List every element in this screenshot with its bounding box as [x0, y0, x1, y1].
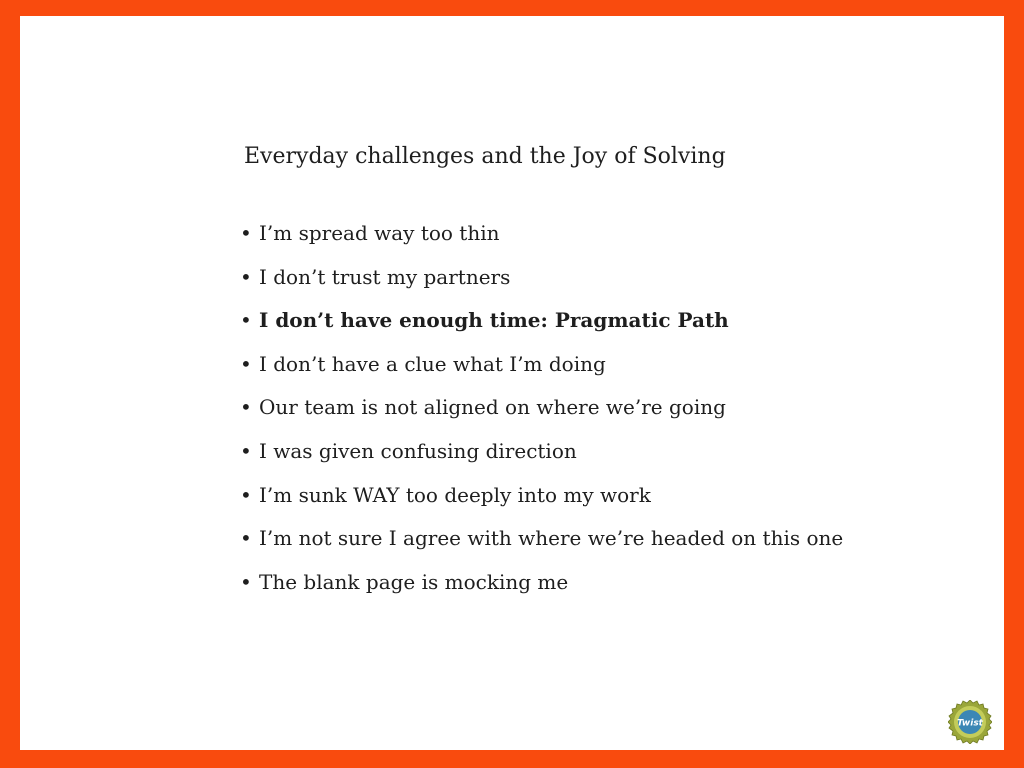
bullet-item [240, 474, 843, 518]
slide [20, 16, 1004, 750]
bullet-item [240, 256, 843, 300]
bullet-text: I’m not sure I agree with where we’re headed on this one [259, 526, 844, 551]
bullet-text: I’m sunk WAY too deeply into my work [259, 482, 651, 507]
bullet-text: I don’t have a clue what I’m doing [259, 351, 606, 376]
bullet-list [240, 212, 843, 604]
bullet-item [240, 212, 843, 256]
bullet-item [240, 430, 843, 474]
bullet-dot: • [240, 351, 252, 376]
bullet-dot: • [240, 482, 252, 507]
bullet-dot: • [240, 438, 252, 463]
bullet-dot: • [240, 395, 252, 420]
bullet-dot: • [240, 221, 252, 245]
bullet-text: I’m spread way too thin [259, 221, 500, 245]
bullet-dot: • [240, 569, 252, 594]
bullet-text: I don’t trust my partners [259, 264, 511, 289]
bullet-item [240, 343, 843, 387]
slide-title: Everyday challenges and the Joy of Solving [244, 144, 726, 169]
bullet-dot: • [240, 526, 252, 551]
bullet-item [240, 561, 843, 605]
bullet-text: I was given confusing direction [259, 438, 577, 463]
bottle-cap-logo-icon [948, 700, 992, 744]
logo-text: Twist [957, 718, 983, 729]
bullet-text: I don’t have enough time: Pragmatic Path [259, 308, 729, 333]
bullet-item [240, 386, 843, 430]
bullet-text: The blank page is mocking me [259, 569, 569, 594]
bullet-item-highlighted [240, 299, 843, 343]
bullet-item [240, 517, 843, 561]
bullet-text: Our team is not aligned on where we’re going [259, 395, 726, 420]
bullet-dot: • [240, 308, 252, 333]
bullet-dot: • [240, 264, 252, 289]
